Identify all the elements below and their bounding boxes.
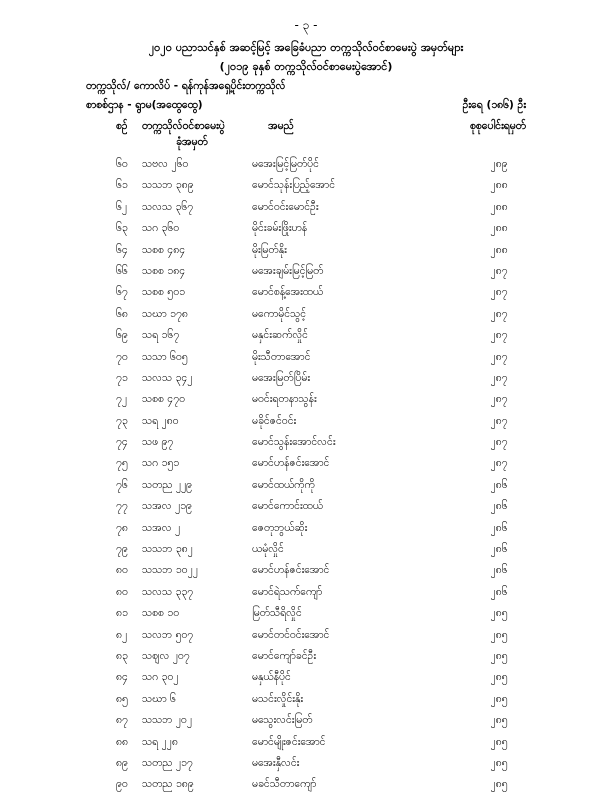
candidate-name: မောင်သွန်းအောင်လင်း xyxy=(252,436,336,449)
roll-number: သတည ၂၂၉ xyxy=(142,478,193,491)
total-marks: ၂၈၇ xyxy=(490,286,508,299)
document-title: ၂၀၂၀ ပညာသင်နှစ် အဆင့်မြင့် အခြေခံပညာ တက္ကသိုလ်ဝင်စာမေးပွဲ အမှတ်များ xyxy=(148,41,464,54)
candidate-name: မနှယ်နီပိုင် xyxy=(252,671,291,684)
row-number: ၆၂ xyxy=(116,200,128,213)
roll-number: သလသ ၃၄၂ xyxy=(142,371,193,384)
table-row xyxy=(0,625,612,646)
candidate-name: မအေးနှီလင်း xyxy=(252,756,300,769)
roll-number: သဃာ ၆ xyxy=(142,692,176,705)
total-marks: ၂၈၆ xyxy=(490,564,508,577)
table-row xyxy=(0,411,612,432)
row-number: ၈၈ xyxy=(116,735,128,748)
roll-number: သသဘ ၂၀၂ xyxy=(142,714,192,727)
total-marks: ၂၈၇ xyxy=(490,350,508,363)
total-marks: ၂၈၆ xyxy=(490,543,508,556)
candidate-count: ဦးရေ (၁၈၆) ဦး xyxy=(462,99,526,111)
candidate-name: မောင်တင်ဝင်းအောင် xyxy=(252,628,330,641)
total-marks: ၂၈၆ xyxy=(490,521,508,534)
row-number: ၈၅ xyxy=(116,692,128,705)
row-number: ၈၉ xyxy=(116,756,128,769)
column-header-name: အမည် xyxy=(268,120,294,132)
total-marks: ၂၈၆ xyxy=(490,478,508,491)
total-marks: ၂၈၇ xyxy=(490,264,508,277)
results-table xyxy=(0,154,612,796)
table-row xyxy=(0,732,612,753)
total-marks: ၂၈၅ xyxy=(490,735,508,748)
row-number: ၆၄ xyxy=(116,243,128,256)
table-row xyxy=(0,261,612,282)
total-marks: ၂၈၇ xyxy=(490,371,508,384)
candidate-name: မောင်မျိုးဇင်းအောင် xyxy=(252,735,326,748)
candidate-name: မိုင်းခမ်းဖြိုးဟန် xyxy=(252,222,308,235)
table-row xyxy=(0,539,612,560)
roll-number: သဃာ ၁၇၈ xyxy=(142,307,188,320)
row-number: ၆၆ xyxy=(116,264,128,277)
table-row xyxy=(0,582,612,603)
table-row xyxy=(0,282,612,303)
row-number: ၈၂ xyxy=(116,628,128,641)
candidate-name: မောင်ရဲသက်ကျော် xyxy=(252,585,323,598)
row-number: ၇၂ xyxy=(116,393,128,406)
roll-number: သဈလ ၂၀၇ xyxy=(142,649,190,662)
total-marks: ၂၈၇ xyxy=(490,393,508,406)
candidate-name: မသွေးလင်းမြတ် xyxy=(252,714,313,727)
table-row xyxy=(0,240,612,261)
roll-number: သသဘ ၁၀၂၂ xyxy=(142,564,198,577)
candidate-name: မောင်ဝင်းမောင်ဦး xyxy=(252,200,319,213)
column-header-roll-sub: ခုံအမှတ် xyxy=(176,136,208,148)
roll-number: သရ ၁၆၇ xyxy=(142,329,180,342)
roll-number: သဗလ ၂၆၀ xyxy=(142,158,189,170)
candidate-name: မခိုင်ဇင်ဝင်း xyxy=(252,414,297,427)
table-row xyxy=(0,496,612,517)
candidate-name: ဇေတုဘွယ်ဆိုး xyxy=(252,521,308,534)
row-number: ၆၉ xyxy=(116,329,128,342)
document-subtitle: (၂၀၁၉ ခုနှစ် တက္ကသိုလ်ဝင်စာမေးပွဲအောင်) xyxy=(219,60,393,73)
row-number: ၇၃ xyxy=(116,414,128,427)
total-marks: ၂၈၇ xyxy=(490,457,508,470)
row-number: ၈၃ xyxy=(116,649,128,662)
roll-number: သသဘ ၃၈၂ xyxy=(142,543,193,556)
roll-number: သစစ ၁၀ xyxy=(142,607,180,620)
row-number: ၆၃ xyxy=(116,222,128,235)
roll-number: သဂ ၃၆၀ xyxy=(142,222,180,235)
roll-number: သဂ ၁၅၁ xyxy=(142,457,180,470)
row-number: ၆၀ xyxy=(116,158,128,170)
roll-number: သတည ၂၁၇ xyxy=(142,756,193,769)
total-marks: ၂၈၅ xyxy=(490,756,508,769)
candidate-name: မောင်ဟန်ဇင်းအောင် xyxy=(252,564,330,577)
university-label: တက္ကသိုလ်/ ကောလိပ် - ရန်ကုန်အရှေ့ပိုင်းတက္ကသိုလ် xyxy=(86,80,286,92)
candidate-name: မိုးမြတ်နိုး xyxy=(252,243,287,256)
table-row xyxy=(0,753,612,774)
row-number: ၇၆ xyxy=(116,478,128,491)
candidate-name: မောင်စန့်အေးထယ် xyxy=(252,286,324,299)
total-marks: ၂၈၅ xyxy=(490,714,508,727)
total-marks: ၂၈၇ xyxy=(490,307,508,320)
candidate-name: မောင်ကောင်းထယ် xyxy=(252,500,323,513)
roll-number: သဖ ၉၇ xyxy=(142,436,174,449)
exam-centre-label: စာစစ်ဌာန - ရွာမ(အထွေထွေ) xyxy=(86,99,203,111)
roll-number: သရ ၂၈၀ xyxy=(142,414,179,427)
row-number: ၇၀ xyxy=(116,350,128,363)
roll-number: သစစ ၄၇၀ xyxy=(142,393,186,406)
roll-number: သစစ ၁၈၄ xyxy=(142,264,186,277)
candidate-name: မောင်ထယ်ကိုကို xyxy=(252,478,315,491)
roll-number: သလသ ၃၃၇ xyxy=(142,585,194,598)
column-header-no: စဉ် xyxy=(116,120,128,132)
table-row xyxy=(0,518,612,539)
row-number: ၇၅ xyxy=(116,457,128,470)
roll-number: သသာ ၆၀၅ xyxy=(142,350,188,363)
candidate-name: မောင်ဟန်ဇင်းအောင် xyxy=(252,457,330,470)
candidate-name: မြတ်သီရိလှိုင် xyxy=(252,607,302,620)
total-marks: ၂၈၈ xyxy=(490,243,508,256)
table-row xyxy=(0,453,612,474)
table-row xyxy=(0,197,612,218)
row-number: ၈၀ xyxy=(116,585,128,598)
total-marks: ၂၈၈ xyxy=(490,222,508,235)
total-marks: ၂၈၅ xyxy=(490,671,508,684)
candidate-name: မကောမိုင်သွင့် xyxy=(252,307,307,320)
table-row xyxy=(0,646,612,667)
table-row xyxy=(0,560,612,581)
candidate-name: မသင်းလှိုင်းနိုး xyxy=(252,692,304,705)
table-row xyxy=(0,347,612,368)
total-marks: ၂၈၆ xyxy=(490,585,508,598)
table-row xyxy=(0,218,612,239)
roll-number: သတည ၁၈၉ xyxy=(142,778,194,791)
candidate-name: မောင်ကျော်ခင်ဦး xyxy=(252,649,317,662)
row-number: ၇၄ xyxy=(116,436,128,449)
total-marks: ၂၈၈ xyxy=(490,200,508,213)
column-header-roll: တက္ကသိုလ်ဝင်စာမေးပွဲ xyxy=(142,120,225,132)
total-marks: ၂၈၅ xyxy=(490,649,508,662)
candidate-name: မနှင်းဆက်လှိုင် xyxy=(252,329,309,342)
table-row xyxy=(0,389,612,410)
row-number: ၇၈ xyxy=(116,521,128,534)
table-row xyxy=(0,710,612,731)
total-marks: ၂၈၇ xyxy=(490,436,508,449)
candidate-name: မဝင်းရတနာသွန်း xyxy=(252,393,317,406)
roll-number: သလသ ၃၆၇ xyxy=(142,200,194,213)
table-row xyxy=(0,325,612,346)
total-marks: ၂၈၉ xyxy=(490,158,508,170)
row-number: ၇၉ xyxy=(116,543,128,556)
roll-number: သစစ ၄၈၄ xyxy=(142,243,186,256)
table-row xyxy=(0,154,612,175)
table-row xyxy=(0,368,612,389)
total-marks: ၂၈၆ xyxy=(490,500,508,513)
candidate-name: မခင်သီတာကျော် xyxy=(252,778,317,791)
roll-number: သသဘ ၃၈၉ xyxy=(142,179,194,192)
row-number: ၈၇ xyxy=(116,714,128,727)
row-number: ၈၁ xyxy=(116,607,128,620)
row-number: ၇၁ xyxy=(116,371,128,384)
row-number: ၆၈ xyxy=(116,307,128,320)
candidate-name: ယမုံလှိုင် xyxy=(252,543,284,556)
total-marks: ၂၈၇ xyxy=(490,414,508,427)
row-number: ၇၇ xyxy=(116,500,128,513)
table-row xyxy=(0,603,612,624)
candidate-name: မအေးမြင့်မြတ်ပိုင် xyxy=(252,158,319,170)
total-marks: ၂၈၇ xyxy=(490,329,508,342)
roll-number: သရ ၂၂၈ xyxy=(142,735,178,748)
total-marks: ၂၈၈ xyxy=(490,179,508,192)
roll-number: သစစ ၅၀၁ xyxy=(142,286,186,299)
roll-number: သအလ ၂၁၉ xyxy=(142,500,192,513)
roll-number: သဂ ၃၀၂ xyxy=(142,671,179,684)
candidate-name: မောင်သုန်းပြည့်အောင် xyxy=(252,179,336,192)
candidate-name: မအေးချမ်းမြင့်မြတ် xyxy=(252,264,324,277)
candidate-name: မိုးသီတာအောင် xyxy=(252,350,311,363)
row-number: ၉၀ xyxy=(116,778,128,791)
row-number: ၈၄ xyxy=(116,671,128,684)
total-marks: ၂၈၅ xyxy=(490,628,508,641)
row-number: ၈၀ xyxy=(116,564,128,577)
column-header-marks: စုစုပေါင်းရမှတ် xyxy=(469,120,526,132)
page-number: - ၃ - xyxy=(294,18,318,32)
roll-number: သလဘ ၅၀၇ xyxy=(142,628,194,641)
table-row xyxy=(0,689,612,710)
table-row xyxy=(0,774,612,795)
total-marks: ၂၈၅ xyxy=(490,778,508,791)
table-row xyxy=(0,475,612,496)
candidate-name: မအေးမြတ်ပြိမ်း xyxy=(252,371,310,384)
table-row xyxy=(0,667,612,688)
table-row xyxy=(0,304,612,325)
roll-number: သအလ ၂ xyxy=(142,521,181,534)
table-row xyxy=(0,432,612,453)
total-marks: ၂၈၅ xyxy=(490,607,508,620)
table-row xyxy=(0,175,612,196)
row-number: ၆၁ xyxy=(116,179,128,192)
total-marks: ၂၈၅ xyxy=(490,692,508,705)
row-number: ၆၇ xyxy=(116,286,128,299)
